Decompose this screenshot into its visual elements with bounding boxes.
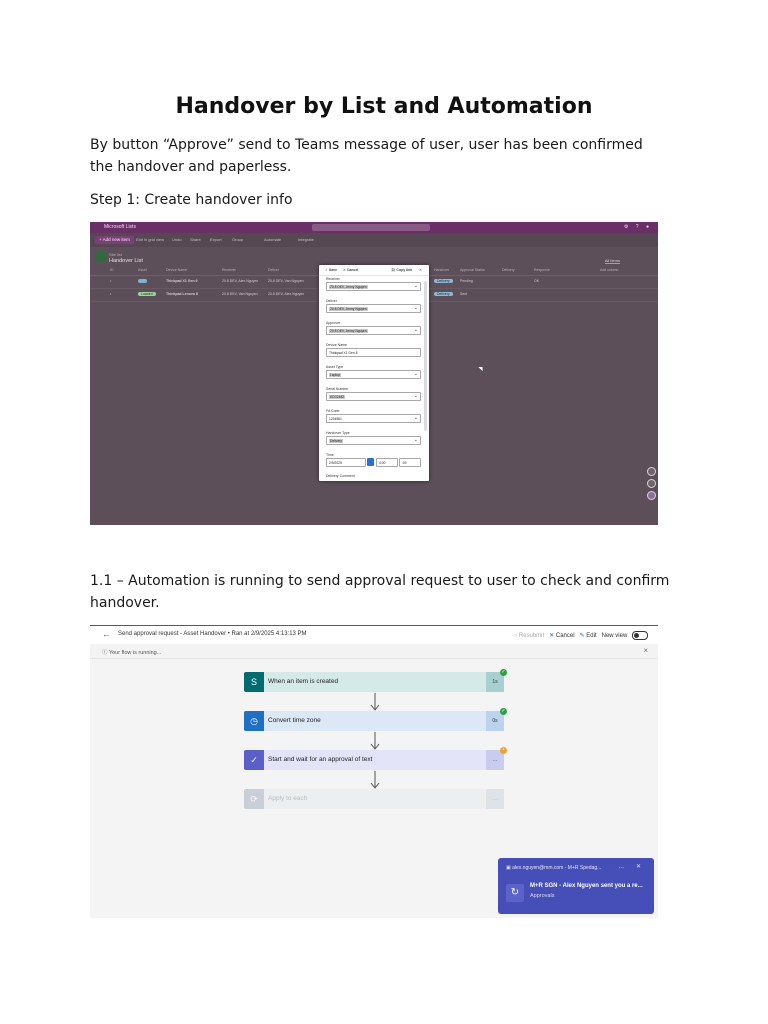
chevron-down-icon: ⌄ <box>413 283 418 289</box>
suite-bar <box>90 222 658 233</box>
edit-button[interactable]: ✎ Edit <box>579 633 597 640</box>
approval-icon: ✓ <box>244 750 264 770</box>
step-duration: ... <box>486 789 504 809</box>
flow-step-convert-time[interactable] <box>244 708 506 731</box>
mouse-cursor-icon <box>478 365 484 371</box>
flow-step-approval[interactable] <box>244 747 505 770</box>
cmd-undo[interactable]: Undo <box>172 237 182 242</box>
date-input[interactable]: 2/9/2025 <box>326 458 366 467</box>
deliver-input[interactable]: 20.8 DEV, Jenny Nguyen ⌄ <box>326 304 421 313</box>
field-label: Delivery Comment <box>326 474 355 478</box>
column-header[interactable]: Approval Status <box>460 268 485 272</box>
field-label: Asset Type <box>326 365 344 369</box>
flow-run-screenshot <box>90 625 658 918</box>
panel-toolbar <box>319 265 429 276</box>
deliver-value: 20.8 DEV, Van Nguyen <box>268 279 304 283</box>
search-box[interactable] <box>312 224 430 231</box>
receiver-input[interactable]: 20.8 DEV, Jenny Nguyen ⌄ <box>326 282 421 291</box>
field-label: Serial Number <box>326 387 349 391</box>
field-time <box>326 453 421 466</box>
list-name[interactable]: Handover List <box>109 258 143 264</box>
resubmit-button[interactable]: ○ Resubmit <box>513 633 545 640</box>
hour-select[interactable]: 4:00 <box>376 458 398 467</box>
success-check-icon: ✓ <box>501 669 506 675</box>
step-label: Start and wait for an approval of text <box>268 756 373 763</box>
chevron-down-icon: ⌄ <box>413 327 418 333</box>
notification-message: M+R SGN - Alex Nguyen sent you a re... <box>530 883 643 889</box>
save-button[interactable]: ✓ Save <box>325 268 338 272</box>
deliver-value: 20.8 DEV, Alex Nguyen <box>268 292 305 296</box>
field-label: Handover Type <box>326 431 350 435</box>
approver-input[interactable]: 20.8 DEV, Jenny Nguyen ⌄ <box>326 326 421 335</box>
field-fa-code <box>326 409 421 423</box>
table-row[interactable]: • Loaned Thinkpad Lenovo 8 20.8 DEV, Van Nguyen 20.8 DEV, Alex Nguyen Delivery Sent <box>90 289 658 302</box>
close-icon[interactable]: × <box>643 646 648 655</box>
suite-icons[interactable]: ⚙ ? ● <box>623 224 652 230</box>
rail-button[interactable] <box>647 479 656 488</box>
column-header[interactable]: Device Name <box>166 268 188 272</box>
list-screenshot <box>90 222 658 525</box>
field-deliver <box>326 299 421 313</box>
chevron-down-icon: ⌄ <box>413 305 418 311</box>
approval-status: Pending <box>460 279 473 283</box>
cmd-integrate[interactable]: Integrate <box>298 237 314 242</box>
notification-controls[interactable]: … ✕ <box>618 864 646 870</box>
site-name: Site list <box>109 252 122 257</box>
view-selector[interactable]: All items <box>604 258 620 263</box>
cmd-edit-grid[interactable]: Edit in grid view <box>136 237 165 242</box>
back-arrow-icon[interactable]: ← <box>102 629 111 639</box>
chevron-down-icon: ⌄ <box>413 393 418 399</box>
asset-type-select[interactable]: Laptop ⌄ <box>326 370 421 379</box>
step-label: Convert time zone <box>268 717 321 724</box>
field-label: FA Code <box>326 409 340 413</box>
handover-type-select[interactable]: Delivery ⌄ <box>326 436 421 445</box>
running-clock-icon: • <box>500 747 507 754</box>
cmd-export[interactable]: Export <box>210 237 222 242</box>
loop-icon: ⟳ <box>244 789 264 809</box>
approvals-icon: ↻ <box>506 884 524 902</box>
field-delivery-comment <box>326 474 421 479</box>
clock-icon: ◷ <box>244 711 264 731</box>
response-value: OK <box>534 279 540 283</box>
handover-type: Delivery <box>434 279 453 283</box>
device-name[interactable]: Thinkpad X1 Gen 9 <box>166 279 198 283</box>
column-header[interactable]: Asset <box>138 268 147 272</box>
run-header <box>90 626 658 644</box>
step11-heading: 1.1 – Automation is running to send approval request to user to check and confirm handover. <box>90 573 670 611</box>
receiver-value: 20.8 DEV, Alex Nguyen <box>222 279 259 283</box>
field-label: Device Name <box>326 343 348 347</box>
table-row[interactable]: • Thinkpad X1 Gen 9 20.8 DEV, Alex Nguyen 20.8 DEV, Van Nguyen Delivery Pending OK <box>90 276 658 289</box>
field-asset-type <box>326 365 421 379</box>
notification-header: ▣ alex.nguyen@mm.com - M+R Spedag... <box>506 865 602 871</box>
column-header[interactable]: Receiver <box>222 268 236 272</box>
step-label: Apply to each <box>268 795 308 802</box>
new-view-label: New view <box>601 633 628 640</box>
calendar-icon[interactable] <box>367 458 374 466</box>
step-duration: 1s <box>486 672 504 692</box>
running-message: ⓘ Your flow is running... <box>102 650 162 656</box>
column-header[interactable]: Handover <box>434 268 450 272</box>
field-label: Approver <box>326 321 341 325</box>
cmd-group[interactable]: Group <box>232 237 244 242</box>
serial-number-select[interactable]: 8CG2452 ⌄ <box>326 392 421 401</box>
column-header[interactable]: Response <box>534 268 550 272</box>
status-badge <box>138 279 147 283</box>
device-name-input[interactable]: Thinkpad X1 Gen 8 <box>326 348 421 357</box>
document-title: Handover by List and Automation <box>175 94 593 119</box>
new-view-toggle[interactable] <box>632 631 648 640</box>
column-header[interactable]: Deliver <box>268 268 279 272</box>
column-header[interactable]: Add column <box>600 268 619 272</box>
device-name[interactable]: Thinkpad Lenovo 8 <box>166 292 198 296</box>
receiver-value: 20.8 DEV, Van Nguyen <box>222 292 258 296</box>
field-label: Time <box>326 453 334 457</box>
cmd-share[interactable]: Share <box>190 237 201 242</box>
field-label: Receiver <box>326 277 340 281</box>
command-bar <box>90 233 658 247</box>
app-name: Microsoft Lists <box>104 224 136 230</box>
cmd-automate[interactable]: Automate <box>264 237 282 242</box>
notification-source: Approvals <box>530 893 555 899</box>
step1-heading: Step 1: Create handover info <box>90 192 293 208</box>
fa-code-select[interactable]: 1234561 ⌄ <box>326 414 421 423</box>
status-badge: Loaned <box>138 292 156 296</box>
run-status-bar <box>90 644 658 659</box>
approval-status: Sent <box>460 292 468 296</box>
field-serial-number <box>326 387 421 401</box>
step-duration: ... <box>486 750 504 770</box>
cancel-run-button[interactable]: ✕ Cancel <box>549 633 575 640</box>
run-actions <box>514 631 648 640</box>
column-header[interactable]: ID <box>110 268 114 272</box>
run-title: Send approval request - Asset Handover • Ran at 2/9/2025 4:13:13 PM <box>118 631 307 637</box>
handover-type: Delivery <box>434 292 453 296</box>
flow-step-apply-to-each[interactable] <box>244 789 504 809</box>
list-logo-icon <box>96 252 106 262</box>
cancel-button[interactable]: ✕ Cancel <box>343 268 359 272</box>
flow-arrow-icon <box>370 732 380 750</box>
teams-notification[interactable] <box>498 858 654 914</box>
rail-button[interactable] <box>647 467 656 476</box>
field-handover-type <box>326 431 421 445</box>
flow-arrow-icon <box>370 693 380 711</box>
step-duration: 0s <box>486 711 504 731</box>
field-approver <box>326 321 421 335</box>
new-item-button[interactable]: + Add new item <box>95 236 134 244</box>
field-label: Deliver <box>326 299 337 303</box>
sharepoint-icon: S <box>244 672 264 692</box>
copy-link-button[interactable]: ⛓ Copy link <box>391 268 413 272</box>
intro-paragraph: By button “Approve” send to Teams message of user, user has been confirmed the handover and paperless. <box>90 137 643 175</box>
edit-item-panel <box>319 265 429 481</box>
step-label: When an item is created <box>268 678 339 685</box>
chevron-down-icon: ⌄ <box>413 415 418 421</box>
rail-button[interactable] <box>647 491 656 500</box>
chevron-down-icon: ⌄ <box>413 371 418 377</box>
field-device-name <box>326 343 421 357</box>
panel-scrollbar[interactable] <box>424 281 427 431</box>
chevron-down-icon: ⌄ <box>413 437 418 443</box>
flow-step-trigger[interactable] <box>244 669 506 692</box>
minute-select[interactable]: :00 <box>399 458 421 467</box>
flow-arrow-icon <box>370 771 380 789</box>
close-icon[interactable]: ✕ <box>419 268 422 272</box>
column-header[interactable]: Delivery <box>502 268 515 272</box>
field-receiver <box>326 277 421 291</box>
success-check-icon: ✓ <box>501 708 506 714</box>
